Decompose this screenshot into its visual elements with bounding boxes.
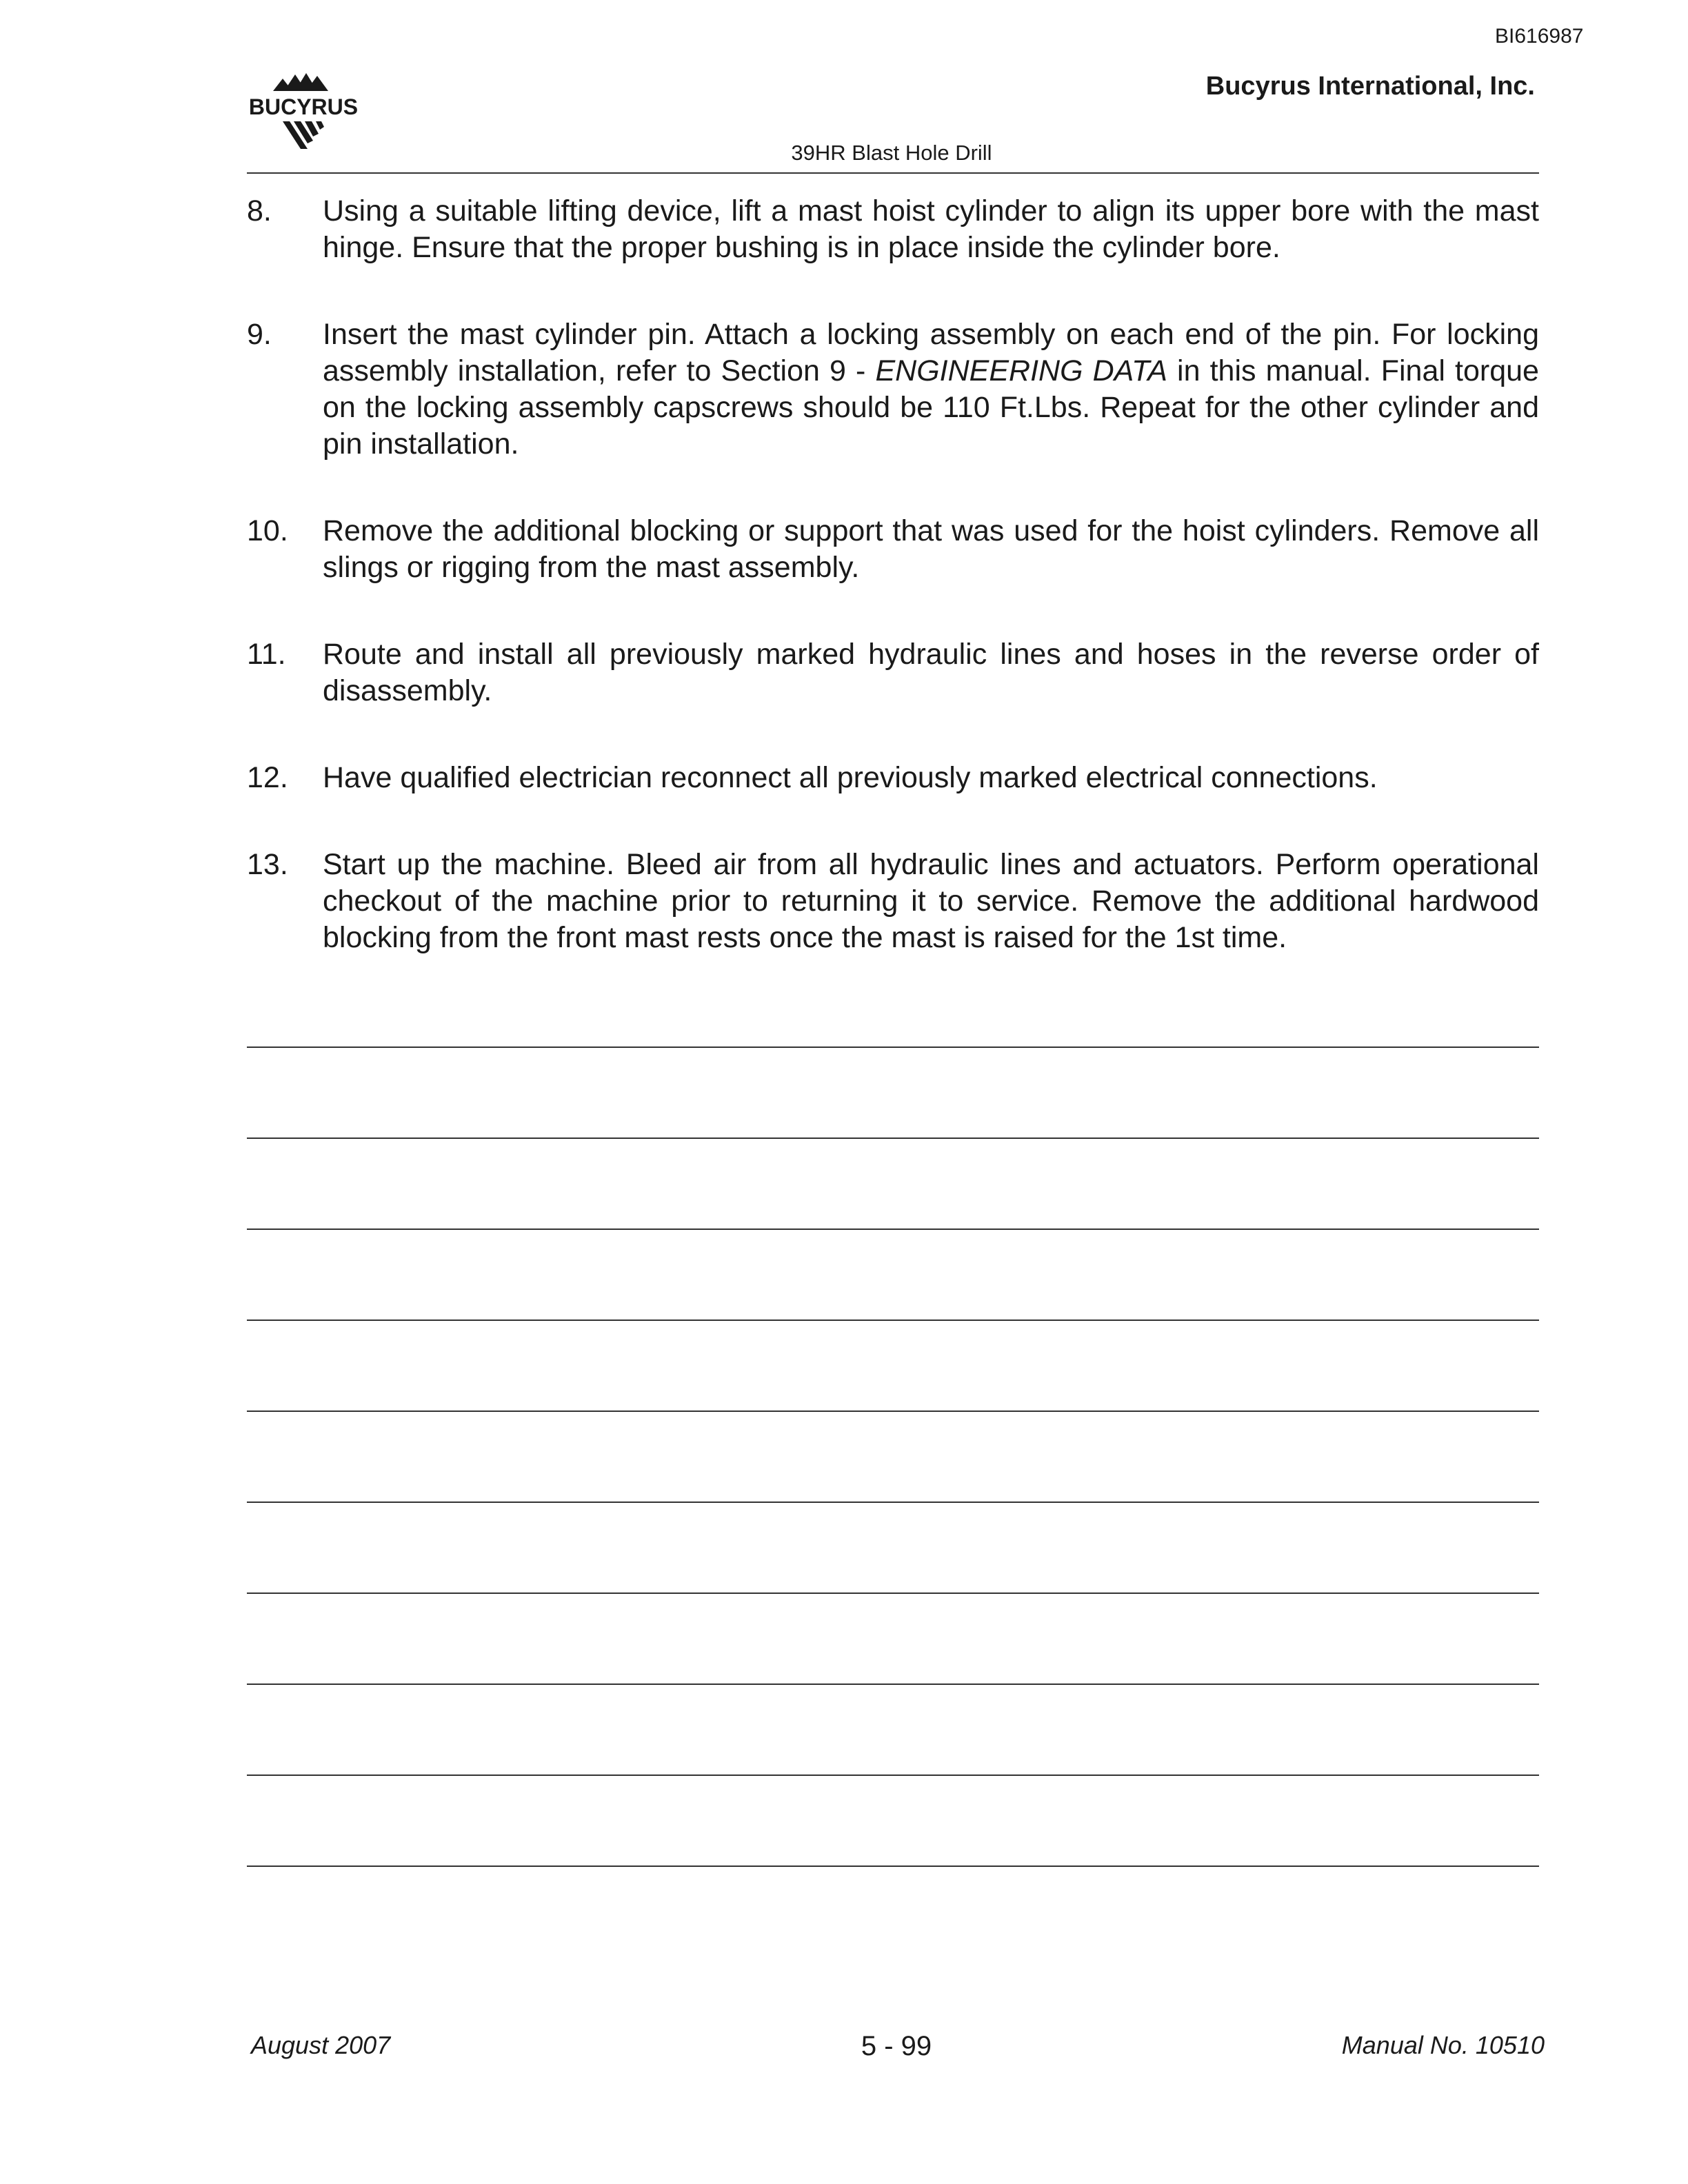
document-id: BI616987 <box>1495 25 1584 48</box>
step-text: Have qualified electrician reconnect all previously marked electrical connections. <box>323 761 1378 794</box>
note-line <box>247 1320 1539 1321</box>
step-item <box>247 316 1539 463</box>
note-line <box>247 1593 1539 1594</box>
step-item <box>247 760 1539 796</box>
step-number: 13. <box>247 848 288 881</box>
step-number: 11. <box>247 638 286 671</box>
step-text-part: Insert the mast cylinder pin. Attach a locking assembly on each end of the pin. For locking assembly installation, refer to Section 9 - <box>323 318 1539 387</box>
manual-number: Manual No. 10510 <box>1341 2031 1545 2059</box>
step-text <box>323 316 1539 463</box>
step-number: 8. <box>247 194 272 228</box>
step-item <box>247 513 1539 586</box>
bucyrus-logo <box>241 72 365 152</box>
step-item <box>247 636 1539 709</box>
section-reference: ENGINEERING DATA <box>875 354 1167 387</box>
step-text-part: in this manual. Final torque on the locking assembly capscrews should be 110 Ft.Lbs. Repeat for the other cylinder and pin installation. <box>323 354 1539 461</box>
note-line <box>247 1410 1539 1412</box>
step-number: 9. <box>247 318 272 351</box>
step-item <box>247 847 1539 956</box>
step-text: Remove the additional blocking or support that was used for the hoist cylinders. Remove all slings or rigging from the mast assembly. <box>323 514 1539 584</box>
note-line <box>247 1775 1539 1776</box>
step-item <box>247 193 1539 266</box>
footer-date: August 2007 <box>251 2031 391 2059</box>
note-line <box>247 1502 1539 1503</box>
note-line <box>247 1684 1539 1685</box>
step-number: 12. <box>247 761 288 794</box>
manual-title: 39HR Blast Hole Drill <box>791 141 992 165</box>
note-line <box>247 1138 1539 1139</box>
step-text: Using a suitable lifting device, lift a mast hoist cylinder to align its upper bore with the mast hinge. Ensure that the proper bushing is in place inside the cylinder bore. <box>323 194 1539 264</box>
notes-area <box>247 1046 1539 1957</box>
logo-text: BUCYRUS <box>248 94 359 119</box>
header-divider <box>247 172 1539 174</box>
step-text: Start up the machine. Bleed air from all hydraulic lines and actuators. Perform operational checkout of the machine prior to returning it to service. Remove the additional hardwood blocking from the front mast rests once the mast is raised for the 1st time. <box>323 848 1539 954</box>
note-line <box>247 1866 1539 1867</box>
page-number: 5 - 99 <box>861 2031 932 2061</box>
step-number: 10. <box>247 514 288 547</box>
procedure-steps <box>247 193 1539 1007</box>
step-text: Route and install all previously marked hydraulic lines and hoses in the reverse order of disassembly. <box>323 638 1539 707</box>
company-name: Bucyrus International, Inc. <box>1205 72 1535 101</box>
note-line <box>247 1228 1539 1230</box>
note-line <box>247 1046 1539 1048</box>
